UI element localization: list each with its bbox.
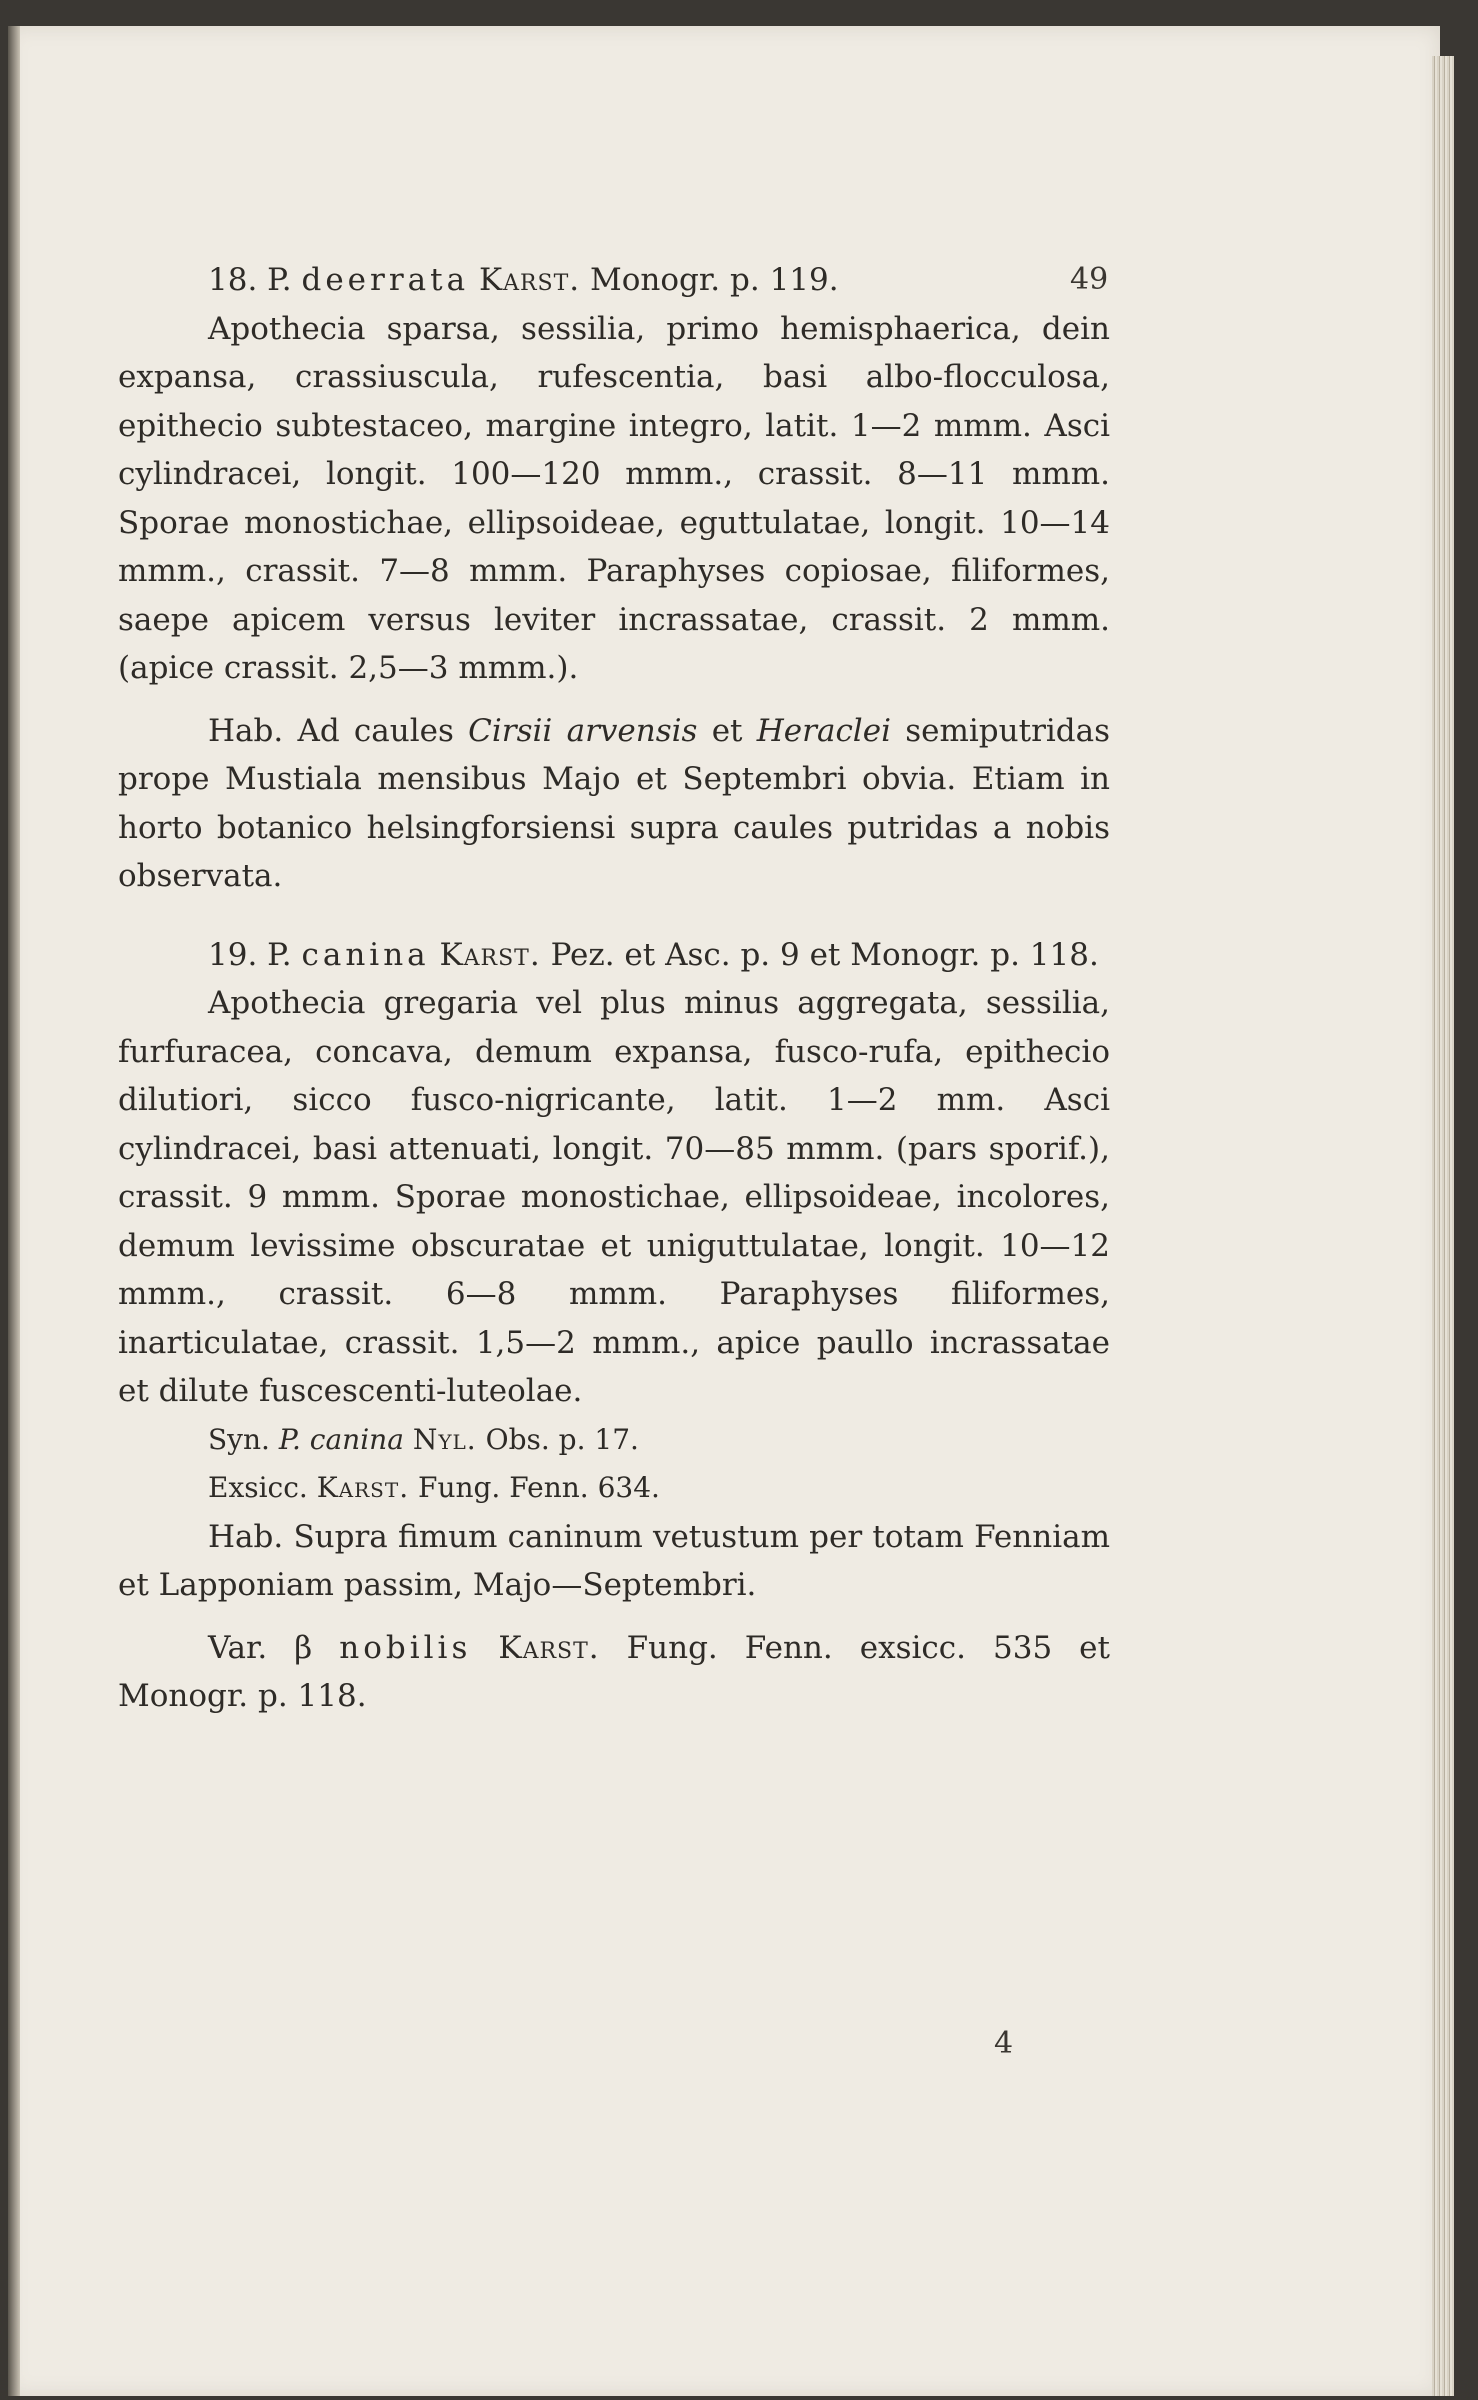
author: Karst. (498, 1629, 600, 1666)
conjunction: et (711, 712, 743, 749)
exsiccata-line (118, 1464, 1110, 1513)
variety-name: nobilis (339, 1629, 472, 1666)
variety-paragraph (118, 1624, 1110, 1721)
habitat-text: semiputridas prope Mustiala mensibus Majo et Septembri obvia. Etiam in horto botanico helsingforsiensi supra caules putridas a nobis observata. (118, 712, 1111, 894)
genus-abbr: P. (267, 936, 292, 973)
variety-label: Var. β (208, 1629, 313, 1666)
heading-19 (118, 931, 1110, 980)
signature-mark: 4 (994, 2026, 1014, 2061)
synonym-line (118, 1416, 1110, 1465)
author: Nyl. (412, 1422, 477, 1456)
description-paragraph: Apothecia gregaria vel plus minus aggregata, sessilia, furfuracea, concava, demum expansa, fusco-rufa, epithecio dilutiori, sicco fusco-nigricante, latit. 1—2 mm. Asci cylindracei, basi attenuati, longit. 70—85 mmm. (pars sporif.), crassit. 9 mmm. Sporae monostichae, ellipsoideae, incolores, demum levissime obscuratae et uniguttulatae, longit. 10—12 mmm., crassit. 6—8 mmm. Paraphyses filiformes, inarticulatae, crassit. 1,5—2 mmm., apice paullo incrassatae et dilute fuscescenti-luteolae. (118, 985, 1110, 1409)
reference: Fung. Fenn. exsicc. 535 et Monogr. p. 118. (118, 1629, 1110, 1714)
exsicc-label: Exsicc. (208, 1471, 308, 1504)
page-gutter (8, 26, 20, 2396)
species-number: 19. (208, 936, 258, 973)
genus-abbr: P. (267, 262, 292, 298)
habitat-lead: Hab. Ad caules (208, 712, 454, 749)
author: Karst. (478, 262, 581, 298)
habitat-paragraph (118, 707, 1110, 901)
species-number: 18. (208, 262, 258, 298)
description-paragraph: Apothecia sparsa, sessilia, primo hemisphaerica, dein expansa, crassiuscula, rufescentia, basi albo-flocculosa, epithecio subtestaceo, margine integro, latit. 1—2 mmm. Asci cylindracei, longit. 100—120 mmm., crassit. 8—11 mmm. Sporae monostichae, ellipsoideae, eguttulatae, longit. 10—14 mmm., crassit. 7—8 mmm. Paraphyses copiosae, filiformes, saepe apicem versus leviter incrassatae, crassit. 2 mmm. (apice crassit. 2,5—3 mmm.). (118, 310, 1110, 686)
page-number: 49 (1070, 262, 1109, 297)
page-edge (1432, 56, 1454, 2396)
host-name: Cirsii arvensis (468, 712, 698, 749)
host-name: Heraclei (756, 712, 891, 749)
author: Karst. (439, 936, 541, 973)
species-name: canina (301, 936, 430, 973)
habitat-paragraph: Hab. Supra fimum caninum vetustum per totam Fenniam et Lapponiam passim, Majo—Septembri. (118, 1518, 1110, 1603)
synonym-name: P. canina (278, 1422, 404, 1456)
author: Karst. (316, 1471, 410, 1504)
species-name: deerrata (301, 262, 470, 298)
reference: Pez. et Asc. p. 9 et Monogr. p. 118. (550, 936, 1099, 973)
syn-label: Syn. (208, 1422, 270, 1456)
reference: Fung. Fenn. 634. (418, 1471, 660, 1504)
page-text (118, 256, 1110, 1721)
heading-18 (118, 256, 1110, 305)
reference: Monogr. p. 119. (590, 262, 839, 298)
reference: Obs. p. 17. (485, 1422, 639, 1456)
